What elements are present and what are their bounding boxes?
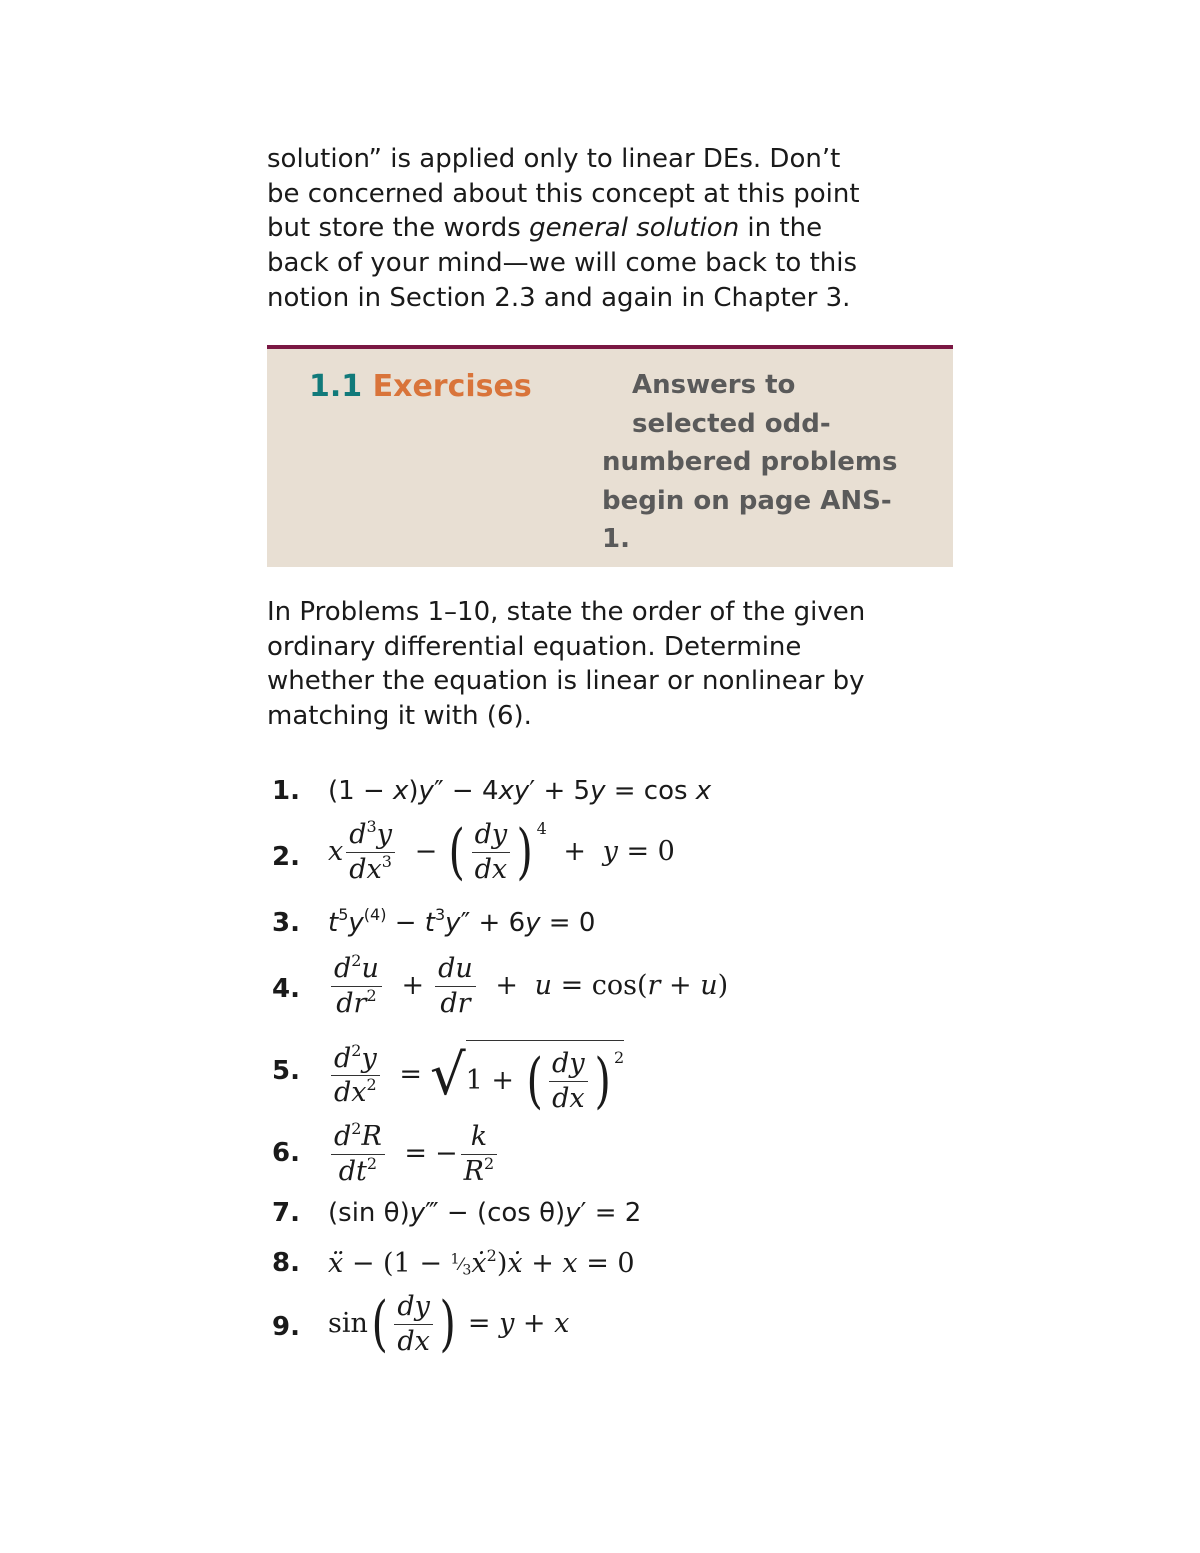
problem-number: 9. — [272, 1312, 300, 1342]
answers-line: begin on page ANS- — [602, 485, 892, 516]
equation-4: $\frac{d^2u}{dr^2}$ + $\frac{du}{dr}$ + u = cos(r + u) — [328, 952, 728, 1021]
section-number: 1.1 — [309, 369, 363, 404]
answers-line: numbered problems — [602, 447, 898, 477]
instructions-line: In Problems 1–10, state the order of the given — [267, 597, 866, 627]
intro-line: back of your mind—we will come back to this — [267, 248, 858, 279]
equation-1: (1 − x)y″ − 4xy′ + 5y = cos x — [328, 776, 712, 806]
problem-number: 8. — [272, 1248, 300, 1278]
problem-number: 1. — [272, 776, 300, 806]
instructions-line: ordinary differential equation. Determine — [267, 631, 802, 662]
instructions-line: matching it with (6). — [267, 701, 532, 732]
equation-3: $t^5y^{(4)} - t^3y'' + 6y = 0$ — [328, 905, 596, 938]
exercises-header-box — [267, 345, 953, 567]
section-title: Exercises — [372, 369, 532, 404]
equation-9: sin( $\frac{dy}{dx}$ ) = y + x — [328, 1289, 570, 1360]
intro-line: but store the words — [267, 213, 530, 244]
intro-line: in the — [739, 213, 823, 244]
intro-line: be concerned about this concept at this point — [267, 178, 860, 209]
problem-number: 7. — [272, 1198, 300, 1228]
equation-6: $\frac{d^2R}{dt^2}$ = − $\frac{k}{R^2}$ — [328, 1120, 500, 1189]
equation-5: $\frac{d^2y}{dx^2}$ = √1 + ( $\frac{dy}{dx}$ ) $^2$ — [328, 1036, 624, 1116]
intro-paragraph — [267, 142, 957, 316]
answers-line: Answers to — [632, 370, 796, 400]
equation-7: (sin θ)y‴ − (cos θ)y′ = 2 — [328, 1198, 642, 1228]
equation-8: ẍ − $(1 - ^1⁄_3ẋ^2)ẋ + x = 0$ — [328, 1246, 635, 1279]
instructions-line: whether the equation is linear or nonlinear by — [267, 666, 865, 697]
answers-line: 1. — [602, 524, 630, 554]
intro-line: solution” is applied only to linear DEs. Don’t — [267, 144, 841, 174]
problem-number: 3. — [272, 908, 300, 938]
answers-note — [602, 366, 942, 559]
problem-number: 5. — [272, 1056, 300, 1086]
problem-number: 4. — [272, 974, 300, 1004]
answers-line: selected odd- — [632, 408, 831, 439]
intro-emphasis: general solution — [529, 213, 740, 244]
problem-number: 2. — [272, 842, 300, 872]
intro-line: notion in Section 2.3 and again in Chapter 3. — [267, 282, 851, 313]
problem-number: 6. — [272, 1138, 300, 1168]
exercises-title — [309, 369, 532, 404]
equation-2: x $\frac{d^3y}{dx^3}$ − ( $\frac{dy}{dx}$ ) $^4$ + y = 0 — [328, 817, 675, 888]
instructions — [267, 595, 967, 734]
